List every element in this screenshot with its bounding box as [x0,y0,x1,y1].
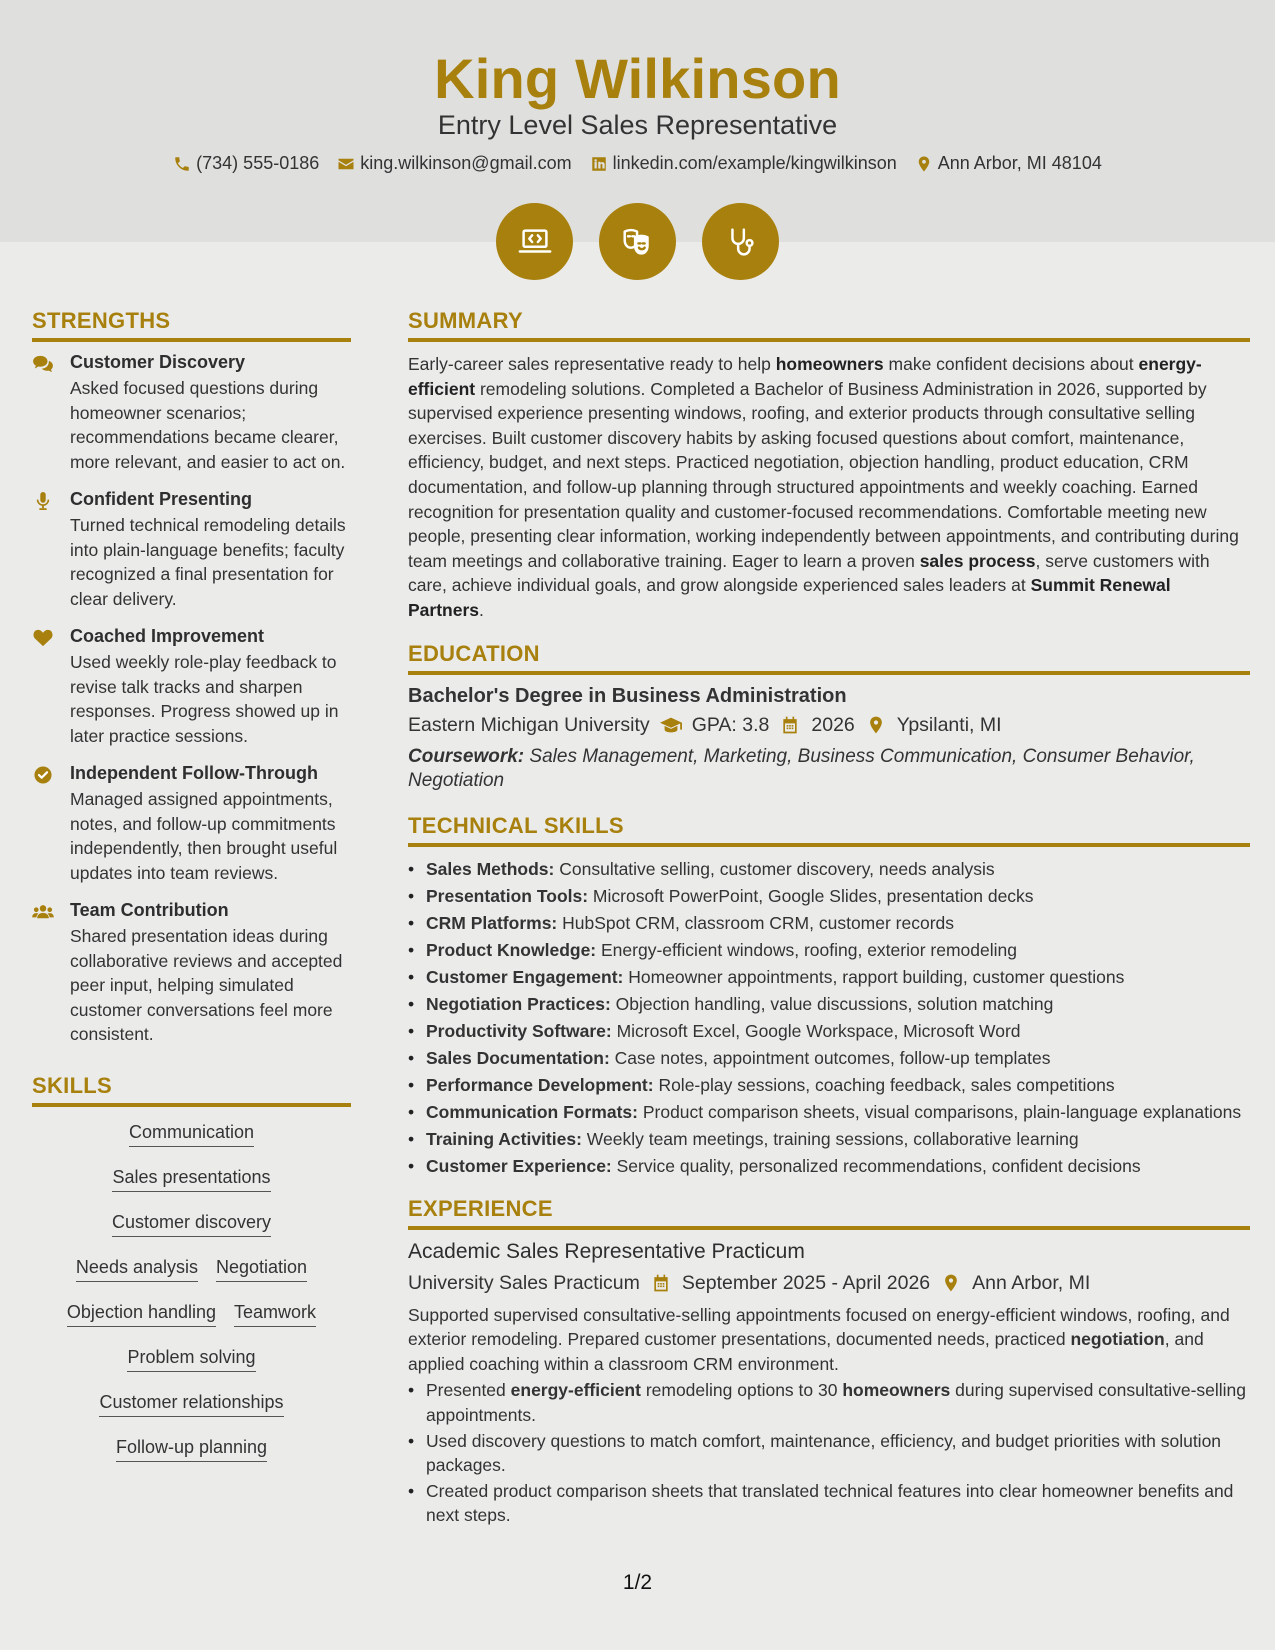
skill-tag: Customer discovery [112,1212,271,1237]
skills-list [32,1117,351,1462]
summary-text: Early-career sales representative ready to help homeowners make confident decisions about energy-efficient remodeling solutions. Completed a Bachelor of Business Administration in 2026, supported by supervised experience presenting windows, roofing, and exterior products through consultative selling exercises. Built customer discovery habits by asking focused questions about comfort, maintenance, efficiency, budget, and next steps. Practiced negotiation, objection handling, product education, CRM documentation, and follow-up planning through structured appointments and weekly coaching. Earned recognition for presentation quality and customer-focused recommendations. Comfortable meeting new people, presenting clear information, working independently between appointments, and contributing during team meetings and collaborative training. Eager to learn a proven sales process, serve customers with care, achieve individual goals, and grow alongside experienced sales leaders at Summit Renewal Partners. [408,354,1239,620]
strength-item [32,763,351,885]
comments-icon [32,355,54,373]
skill-tag: Customer relationships [99,1392,283,1417]
list-item: • Customer Engagement: Homeowner appointments, rapport building, customer questions [408,965,1250,989]
list-item: • Training Activities: Weekly team meetings, training sessions, collaborative learning [408,1127,1250,1151]
left-column [32,308,351,1462]
education-heading: EDUCATION [408,641,1250,675]
skill-tag: Sales presentations [112,1167,270,1192]
strength-item [32,352,351,474]
phone-icon [173,155,191,173]
map-marker-icon [941,1273,961,1293]
page-number: 1/2 [622,1571,653,1594]
job-location: Ann Arbor, MI [972,1271,1091,1294]
badge-laptop [496,203,573,280]
contact-location [915,153,1102,174]
strength-title: Independent Follow-Through [70,763,318,783]
list-item: • Product Knowledge: Energy-efficient windows, roofing, exterior remodeling [408,938,1250,962]
contact-email[interactable] [337,153,571,174]
map-marker-icon [915,155,933,173]
right-column [408,308,1250,1529]
list-item: • Sales Methods: Consultative selling, customer discovery, needs analysis [408,857,1250,881]
skill-tag: Objection handling [67,1302,216,1327]
badge-masks [599,203,676,280]
education-meta [408,714,1250,737]
list-item: • Presentation Tools: Microsoft PowerPoint, Google Slides, presentation decks [408,884,1250,908]
skill-tag: Communication [129,1122,254,1147]
contact-bar [0,153,1275,174]
badge-stethoscope [702,203,779,280]
list-item: • Customer Experience: Service quality, personalized recommendations, confident decisions [408,1154,1250,1178]
badge-row [0,203,1275,280]
coursework: Coursework: Sales Management, Marketing, Business Communication, Consumer Behavior, Negotiation [408,745,1195,791]
list-item: • Productivity Software: Microsoft Excel, Google Workspace, Microsoft Word [408,1019,1250,1043]
strength-desc: Managed assigned appointments, notes, and follow-up commitments independently, then brought useful updates into team reviews. [70,789,338,883]
theater-masks-icon [619,223,657,261]
graduation-cap-icon [660,715,682,735]
skill-tag: Follow-up planning [116,1437,267,1462]
degree-title: Bachelor's Degree in Business Administration [408,684,847,707]
strength-title: Confident Presenting [70,489,253,509]
users-icon [32,903,54,921]
job-description: Supported supervised consultative-selling appointments focused on energy-efficient windows, roofing, and exterior remodeling. Prepared customer presentations, documented needs, practiced negotiation, and applied coaching within a classroom CRM environment. [408,1304,1230,1374]
strength-title: Team Contribution [70,900,229,920]
summary-heading: SUMMARY [408,308,1250,342]
location-text: Ann Arbor, MI 48104 [937,153,1102,173]
microphone-icon [32,492,54,510]
strength-title: Customer Discovery [70,352,246,372]
list-item: • Negotiation Practices: Objection handling, value discussions, solution matching [408,992,1250,1016]
strength-desc: Shared presentation ideas during collaborative reviews and accepted peer input, helping simulated customer conversations feel more consistent. [70,926,343,1044]
map-marker-icon [865,715,887,735]
experience-heading: EXPERIENCE [408,1196,1250,1230]
graduation-year: 2026 [811,713,855,736]
candidate-title: Entry Level Sales Representative [437,110,838,140]
list-item: • Performance Development: Role-play sessions, coaching feedback, sales competitions [408,1073,1250,1097]
calendar-icon [651,1273,671,1293]
job-bullets [408,1378,1250,1528]
experience-meta [408,1272,1250,1295]
skill-tag: Teamwork [234,1302,316,1327]
technical-skills-heading: TECHNICAL SKILLS [408,813,1250,847]
email-text: king.wilkinson@gmail.com [360,153,572,173]
linkedin-icon [590,155,608,173]
strength-item [32,489,351,611]
heart-icon [32,629,54,647]
school-name: Eastern Michigan University [408,713,650,736]
organization-name: University Sales Practicum [408,1271,640,1294]
list-item: • Communication Formats: Product comparison sheets, visual comparisons, plain-language explanations [408,1100,1250,1124]
calendar-icon [779,715,801,735]
linkedin-text: linkedin.com/example/kingwilkinson [612,153,897,173]
skill-tag: Problem solving [127,1347,255,1372]
list-item: • Presented energy-efficient remodeling options to 30 homeowners during supervised consultative-selling appointments. [408,1378,1250,1427]
candidate-name: King Wilkinson [434,47,841,110]
job-dates: September 2025 - April 2026 [681,1271,931,1294]
list-item: • Created product comparison sheets that translated technical features into clear homeowner benefits and next steps. [408,1479,1250,1528]
skills-heading: SKILLS [32,1073,351,1107]
envelope-icon [337,155,355,173]
strength-item [32,900,351,1047]
strength-desc: Asked focused questions during homeowner scenarios; recommendations became clearer, more relevant, and easier to act on. [70,378,346,472]
skill-tag: Needs analysis [76,1257,198,1282]
stethoscope-icon [722,223,760,261]
phone-text: (734) 555-0186 [196,153,320,173]
strength-title: Coached Improvement [70,626,265,646]
technical-skills-list [408,857,1250,1178]
list-item: • Used discovery questions to match comfort, maintenance, efficiency, and budget priorities with solution packages. [408,1429,1250,1478]
contact-phone[interactable] [173,153,319,174]
list-item: • Sales Documentation: Case notes, appointment outcomes, follow-up templates [408,1046,1250,1070]
list-item: • CRM Platforms: HubSpot CRM, classroom CRM, customer records [408,911,1250,935]
school-location: Ypsilanti, MI [896,713,1002,736]
contact-linkedin[interactable] [590,153,897,174]
strength-item [32,626,351,748]
strength-desc: Used weekly role-play feedback to revise talk tracks and sharpen responses. Progress showed up in later practice sessions. [70,652,339,746]
job-title: Academic Sales Representative Practicum [408,1239,805,1263]
gpa-text: GPA: 3.8 [691,713,770,736]
strengths-heading: STRENGTHS [32,308,351,342]
check-circle-icon [32,766,54,784]
laptop-code-icon [516,223,554,261]
skill-tag: Negotiation [216,1257,307,1282]
strength-desc: Turned technical remodeling details into plain-language benefits; faculty recognized a final presentation for clear delivery. [70,515,346,609]
